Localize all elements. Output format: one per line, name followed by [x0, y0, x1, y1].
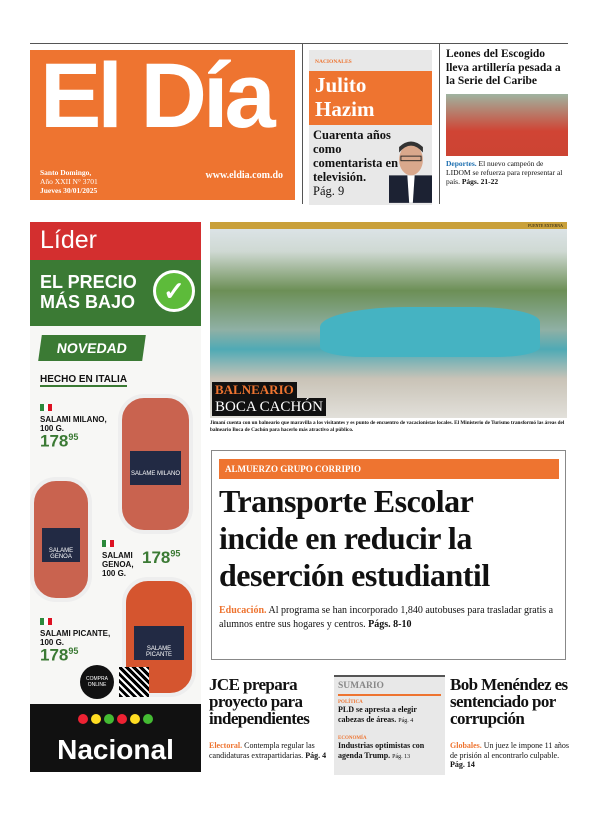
edition-info — [40, 168, 98, 195]
teaser-text — [446, 159, 568, 186]
price-int: 178 — [40, 645, 69, 665]
italy-flag-icon — [40, 618, 52, 625]
page-ref: Pág. 9 — [313, 184, 345, 198]
dot — [78, 714, 88, 724]
teaser-text — [313, 128, 401, 198]
product-price — [40, 431, 107, 451]
product-size: 100 G. — [102, 569, 127, 578]
nacional-logo — [30, 704, 201, 772]
lede-text: Al programa se han incorporado 1,840 autobuses para trasladar gratis a alumnos entre sus hogares y centros. — [219, 605, 554, 630]
section-label: Electoral. — [209, 741, 243, 750]
dot — [117, 714, 127, 724]
price-cents: 95 — [68, 432, 79, 442]
product-pack-image — [30, 477, 92, 602]
page-ref: Págs. 21-22 — [461, 176, 499, 186]
dot — [143, 714, 153, 724]
product-genoa — [102, 540, 138, 578]
dot — [91, 714, 101, 724]
sumario-item[interactable] — [338, 741, 441, 762]
pack-label: SALAME PICANTE — [134, 626, 184, 660]
product-name: SALAMI PICANTE, — [40, 629, 111, 638]
teaser-body: Cuarenta años como comentarista en televisión. — [313, 128, 399, 184]
teaser-body: El nuevo campeón de LIDOM se refuerza para representar al país. — [446, 158, 563, 186]
pack-label: SALAME GENOA — [42, 528, 80, 562]
logo-dots — [78, 714, 153, 724]
page-ref: Pág. 13 — [392, 753, 411, 760]
photo-caption: Jimaní cuenta con un balneario que maravilla a los visitantes y es punto de encuentro de vacacionistas locales. El Ministerio de Turismo transformó las áreas del balneario Boca de Cachón para hacerlo más atractivo al público. — [210, 420, 565, 433]
novedad-badge: NOVEDAD — [38, 335, 146, 361]
italy-flag-icon — [102, 540, 114, 547]
online-badge: COMPRA ONLINE — [80, 665, 114, 699]
photo-kicker: BALNEARIO — [212, 382, 297, 398]
section-label: Educación. — [219, 605, 267, 616]
photo-title: BOCA CACHÓN — [212, 398, 326, 416]
lead-headline: Transporte Escolar incide en reducir la deserción estudiantil — [219, 483, 490, 593]
story-headline: Bob Menéndez es sentenciado por corrupción — [450, 675, 568, 728]
sumario-title: SUMARIO — [338, 681, 441, 696]
sumario-box — [334, 675, 445, 775]
italy-flag-icon — [40, 404, 52, 411]
product-pack-image — [118, 394, 193, 534]
price-int: 178 — [40, 431, 69, 451]
qr-code[interactable] — [119, 667, 149, 697]
advertisement[interactable] — [30, 222, 201, 772]
masthead — [30, 45, 295, 200]
store-name: Nacional — [57, 734, 174, 765]
pack-label: SALAME MILANO — [130, 451, 181, 485]
story-text — [209, 741, 331, 760]
section-label: Deportes. — [446, 158, 477, 168]
product-size: 100 G. — [40, 424, 65, 433]
bob-story[interactable] — [450, 676, 570, 770]
leones-teaser[interactable] — [446, 48, 568, 186]
page-ref: Pág. 4 — [305, 750, 327, 760]
product-price — [142, 548, 180, 568]
product-name: SALAMI MILANO, — [40, 415, 107, 424]
lead-kicker: ALMUERZO GRUPO CORRIPIO — [219, 459, 559, 479]
page-ref: Pág. 4 — [398, 717, 414, 724]
product-milano — [40, 404, 107, 451]
origin-label: HECHO EN ITALIA — [40, 374, 128, 385]
price-cents: 95 — [68, 646, 79, 656]
issue-date: Jueves 30/01/2025 — [40, 186, 98, 195]
story-text — [450, 741, 570, 770]
top-rule — [30, 43, 568, 44]
section-label: POLÍTICA — [338, 700, 363, 705]
pool — [320, 307, 540, 357]
photo-credit: FUENTE EXTERNA — [528, 223, 563, 228]
item-text: PLD se apresta a elegir cabezas de áreas. — [338, 705, 417, 724]
story-body: Un juez le impone 11 años de prisión al encontrarlo culpable. — [450, 741, 570, 760]
product-picante — [40, 618, 111, 665]
teaser-headline: Leones del Escogido lleva artillería pesada a la Serie del Caribe — [446, 48, 561, 87]
lead-lede — [219, 604, 559, 632]
boca-cachon-photo[interactable] — [210, 222, 567, 418]
ad-brand: Líder — [30, 222, 201, 260]
section-label: NACIONALES — [315, 59, 352, 65]
page-ref: Pág. 14 — [450, 760, 475, 769]
story-headline: JCE prepara proyecto para independientes — [209, 675, 310, 728]
photo-credit-bar — [210, 222, 567, 229]
newspaper-logo: El Día — [40, 45, 272, 147]
checkmark-icon: ✓ — [153, 270, 195, 312]
players-photo — [446, 94, 568, 156]
slogan-text: EL PRECIO MÁS BAJO — [40, 272, 137, 312]
product-name: SALAMI GENOA, — [102, 551, 134, 569]
divider — [302, 44, 303, 204]
story-body: Contempla regular las candidaturas extrapartidarias. — [209, 741, 315, 760]
product-size: 100 G. — [40, 638, 65, 647]
item-text: Industrias optimistas con agenda Trump. — [338, 741, 425, 760]
sumario-item[interactable] — [338, 705, 441, 726]
section-label: ECONOMÍA — [338, 736, 367, 741]
website-link[interactable]: www.eldia.com.do — [205, 170, 283, 181]
city: Santo Domingo, — [40, 168, 92, 177]
lead-story[interactable] — [211, 450, 566, 660]
divider — [439, 44, 440, 204]
price-cents: 95 — [170, 548, 181, 559]
teaser-name: Julito Hazim — [309, 71, 432, 125]
ad-slogan — [30, 260, 201, 326]
issue-number: Año XXII N° 3701 — [40, 177, 98, 186]
page-ref: Págs. 8-10 — [368, 619, 412, 630]
dot — [104, 714, 114, 724]
product-price — [40, 645, 110, 665]
julito-teaser[interactable] — [309, 50, 432, 205]
dot — [130, 714, 140, 724]
jce-story[interactable] — [209, 676, 331, 760]
section-label: Globales. — [450, 741, 482, 750]
price-int: 178 — [142, 548, 171, 567]
